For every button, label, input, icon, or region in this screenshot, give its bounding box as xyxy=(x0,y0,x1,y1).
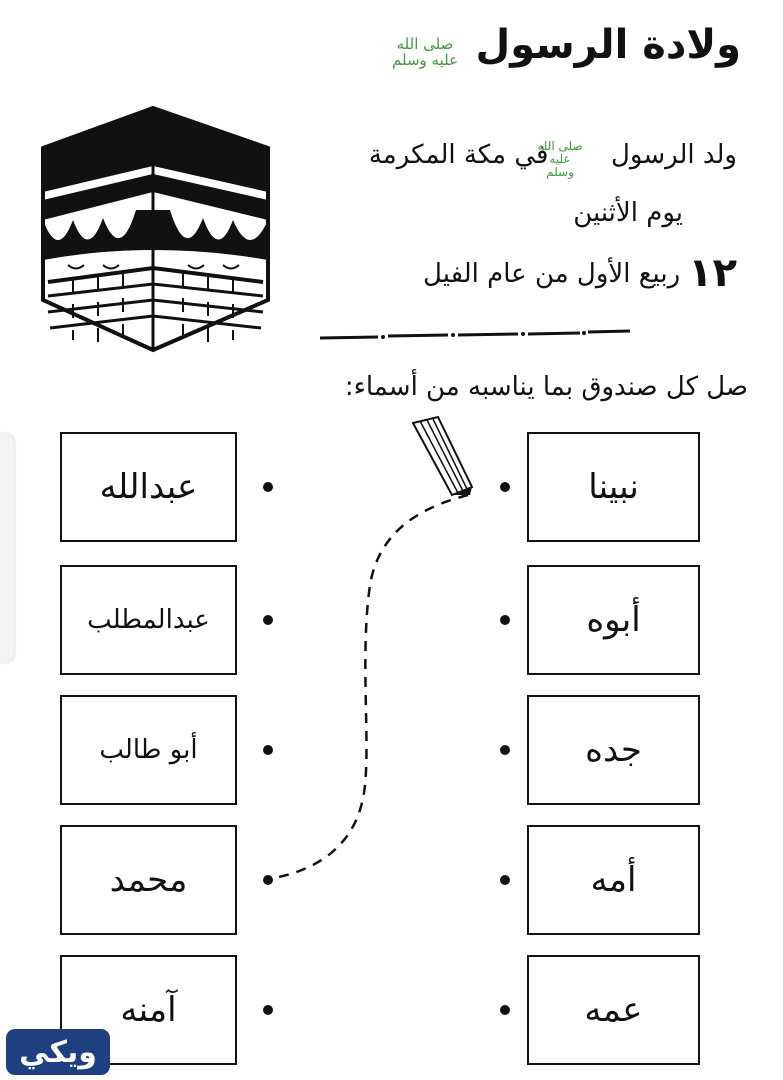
birth-date-line xyxy=(423,250,737,296)
left-name-box[interactable]: محمد xyxy=(60,825,237,935)
left-name-box[interactable]: أبو طالب xyxy=(60,695,237,805)
right-connector-dot[interactable] xyxy=(500,482,510,492)
birth-day-line: يوم الأثنين xyxy=(573,198,683,228)
right-name-box[interactable]: أبوه xyxy=(527,565,700,675)
worksheet-title: ولادة الرسول xyxy=(475,22,741,68)
date-number: ١٢ xyxy=(688,250,737,296)
date-text: ربيع الأول من عام الفيل xyxy=(423,259,681,289)
right-name-box[interactable]: نبينا xyxy=(527,432,700,542)
right-connector-dot[interactable] xyxy=(500,615,510,625)
right-connector-dot[interactable] xyxy=(500,745,510,755)
left-connector-dot[interactable] xyxy=(263,875,273,885)
left-name-box[interactable]: عبدالمطلب xyxy=(60,565,237,675)
example-connection xyxy=(260,415,500,885)
left-connector-dot[interactable] xyxy=(263,745,273,755)
kaaba-illustration xyxy=(28,100,283,358)
pencil-icon xyxy=(413,417,472,495)
side-panel-edge xyxy=(0,433,14,663)
honorific-inline: صلى الله عليه وسلم xyxy=(537,139,583,179)
right-connector-dot[interactable] xyxy=(500,1005,510,1015)
left-connector-dot[interactable] xyxy=(263,615,273,625)
decorative-divider xyxy=(318,322,633,346)
birth-line-end: في مكة المكرمة xyxy=(368,140,549,170)
right-name-box[interactable]: جده xyxy=(527,695,700,805)
left-name-box[interactable]: آمنه xyxy=(60,955,237,1065)
left-connector-dot[interactable] xyxy=(263,1005,273,1015)
site-logo[interactable]: ويكي xyxy=(6,1029,110,1075)
left-name-box[interactable]: عبدالله xyxy=(60,432,237,542)
left-connector-dot[interactable] xyxy=(263,482,273,492)
birth-line-start: ولد الرسول xyxy=(611,140,737,170)
honorific-calligraphy: صلى الله عليه وسلم xyxy=(392,35,459,69)
right-name-box[interactable]: أمه xyxy=(527,825,700,935)
instruction-text: صل كل صندوق بما يناسبه من أسماء: xyxy=(344,372,748,402)
right-name-box[interactable]: عمه xyxy=(527,955,700,1065)
right-connector-dot[interactable] xyxy=(500,875,510,885)
